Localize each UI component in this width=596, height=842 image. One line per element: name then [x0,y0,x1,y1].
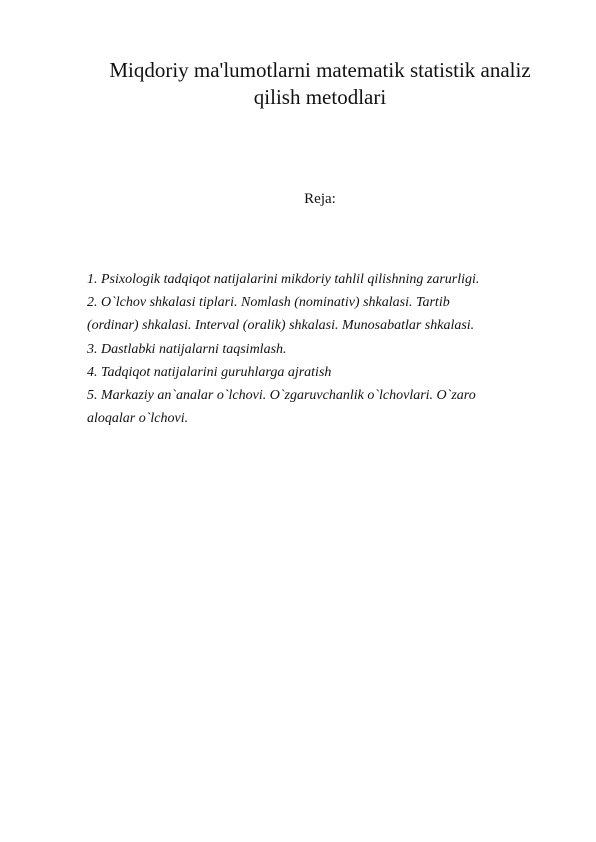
plan-line-2: 2. O`lchov shkalasi tiplari. Nomlash (nominativ) shkalasi. Tartib [87,295,450,311]
plan-line-3: (ordinar) shkalasi. Interval (oralik) shkalasi. Munosabatlar shkalasi. [87,318,475,334]
plan-line-5: 4. Tadqiqot natijalarini guruhlarga ajratish [87,364,332,380]
plan-line-7: aloqalar o`lchovi. [87,411,189,427]
plan-heading: Reja: [304,191,336,207]
plan-line-4: 3. Dastlabki natijalarni taqsimlash. [87,341,287,357]
document-title [60,57,580,111]
plan-list [87,268,557,430]
title-line-2: qilish metodlari [253,85,387,109]
plan-line-6: 5. Markaziy an`analar o`lchovi. O`zgaruvchanlik o`lchovlari. O`zaro [87,388,476,404]
title-line-1: Miqdoriy ma'lumotlarni matematik statistik analiz [109,58,531,82]
plan-line-1: 1. Psixologik tadqiqot natijalarini mikdoriy tahlil qilishning zarurligi. [87,272,480,287]
